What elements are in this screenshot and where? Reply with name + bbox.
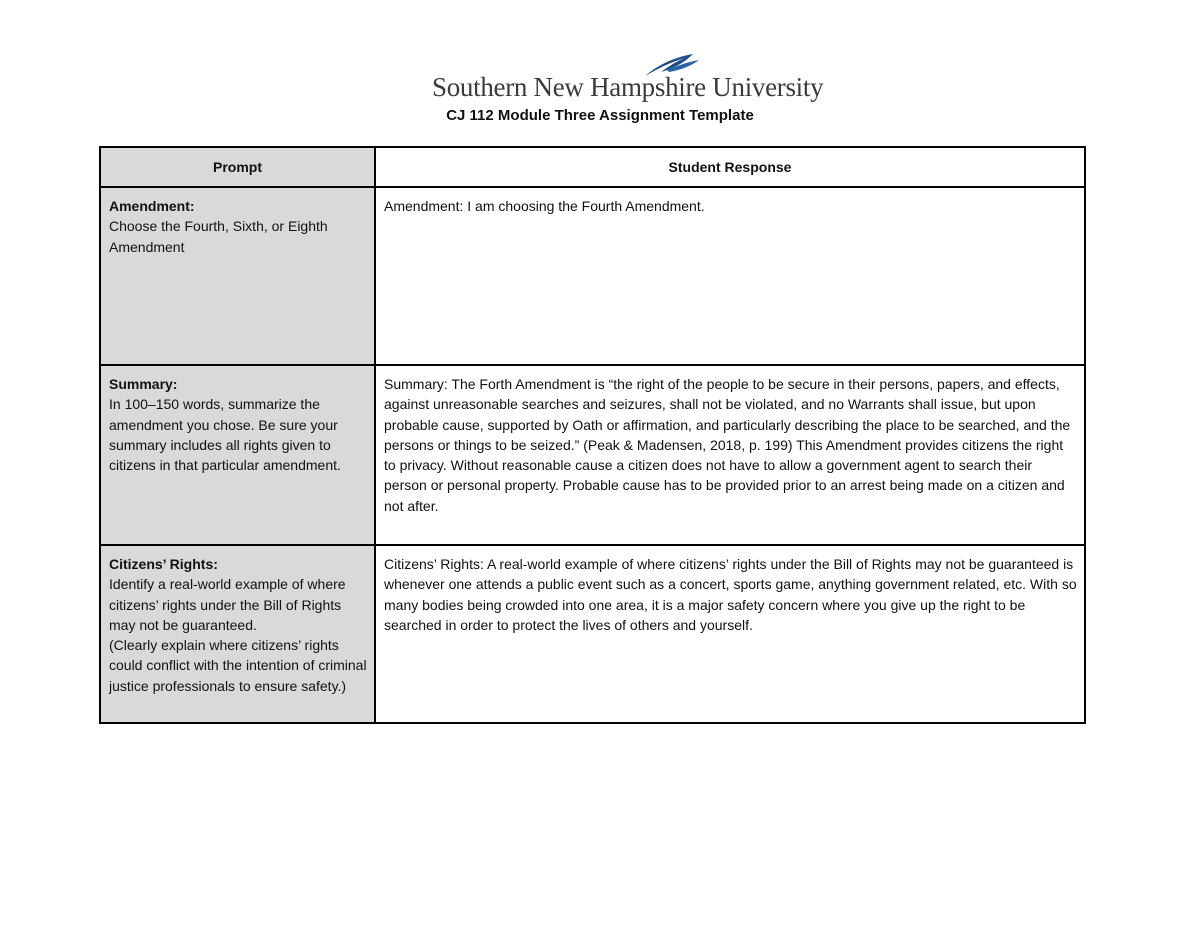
prompt-column-header: Prompt (100, 147, 375, 187)
prompt-cell-summary (100, 365, 375, 545)
prompt-text: In 100–150 words, summarize the amendment you chose. Be sure your summary includes all rights given to citizens in that particular amendment. (109, 396, 341, 474)
prompt-cell-amendment (100, 187, 375, 365)
prompt-text: Identify a real-world example of where citizens’ rights under the Bill of Rights may not be guaranteed. (109, 576, 346, 633)
prompt-heading: Amendment: (109, 198, 195, 214)
prompt-extra-text: (Clearly explain where citizens’ rights could conflict with the intention of criminal justice professionals to ensure safety.) (109, 637, 367, 694)
table-header-row (100, 147, 1085, 187)
response-text: Amendment: I am choosing the Fourth Amendment. (384, 198, 705, 214)
response-text: Summary: The Forth Amendment is “the right of the people to be secure in their persons, papers, and effects, against unreasonable searches and seizures, shall not be violated, and no Warrants shall issue, but upon probable cause, supported by Oath or affirmation, and particularly describing the place to be searched, and the persons or things to be seized.” (Peak & Madensen, 2018, p. 199) This Amendment provides citizens the right to privacy. Without reasonable cause a citizen does not have to allow a government agent to search their person or personal property. Probable cause has to be provided prior to an arrest being made on a citizen and not after. (384, 376, 1071, 514)
table-row (100, 365, 1085, 545)
response-cell-summary[interactable] (375, 365, 1085, 545)
prompt-cell-citizens-rights (100, 545, 375, 723)
document-title: CJ 112 Module Three Assignment Template (446, 107, 754, 124)
table-row (100, 187, 1085, 365)
prompt-heading: Summary: (109, 376, 178, 392)
logo-wordmark: Southern New Hampshire University (432, 72, 824, 102)
response-cell-citizens-rights[interactable] (375, 545, 1085, 723)
prompt-text: Choose the Fourth, Sixth, or Eighth Amendment (109, 218, 328, 255)
prompt-heading: Citizens’ Rights: (109, 556, 218, 572)
response-text: Citizens’ Rights: A real-world example of where citizens’ rights under the Bill of Rights may not be guaranteed is whenever one attends a public event such as a concert, sports game, anything government related, etc. With so many bodies being crowded into one area, it is a major safety concern where you give up the right to be searched in order to protect the lives of others and yourself. (384, 556, 1077, 633)
response-column-header: Student Response (375, 147, 1085, 187)
response-cell-amendment[interactable] (375, 187, 1085, 365)
assignment-table (99, 146, 1086, 724)
table-row (100, 545, 1085, 723)
university-logo (432, 52, 824, 104)
